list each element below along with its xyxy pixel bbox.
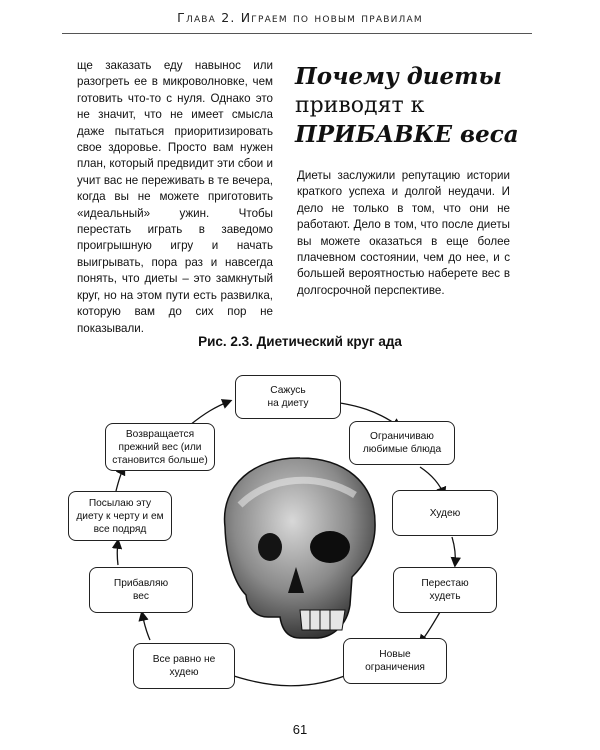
cycle-step-new-restrictions: Новые ограничения	[343, 638, 447, 684]
right-column-text: Диеты заслужили репутацию истории краткого успеха и долгой неудачи. И дело не только в том, что они не работают. Дело в том, что после диеты вы можете оказаться в еще более плачевном состоянии, чем до нее, и с большей вероятностью наберете вес в долгосрочной перспективе.	[297, 169, 510, 297]
cycle-step-start-diet: Сажусь на диету	[235, 375, 341, 419]
cycle-step-stop-losing: Перестаю худеть	[393, 567, 497, 613]
heading-line-3: ПРИБАВКЕ веса	[295, 121, 519, 148]
left-column	[77, 58, 273, 337]
cycle-step-lose-weight: Худею	[392, 490, 498, 536]
right-column	[297, 168, 510, 299]
figure-caption: Рис. 2.3. Диетический круг ада	[198, 334, 402, 349]
arrow-7-8	[117, 541, 118, 565]
heading-line-1: Почему диеты	[295, 63, 502, 90]
cycle-step-restrict-foods: Ограничиваю любимые блюда	[349, 421, 455, 465]
arrow-3-4	[452, 537, 455, 565]
cycle-step-weight-returns: Возвращается прежний вес (или становится больше)	[105, 423, 215, 471]
cycle-step-still-not-losing: Все равно не худею	[133, 643, 235, 689]
page-number: 61	[292, 722, 308, 737]
arrow-6-7	[142, 613, 150, 640]
header-divider	[62, 33, 532, 34]
cycle-step-gain-weight: Прибавляю вес	[89, 567, 193, 613]
cycle-step-quit-diet: Посылаю эту диету к черту и ем все подряд	[68, 491, 172, 541]
arrow-5-6	[225, 673, 352, 686]
running-header: Глава 2. Играем по новым правилам	[177, 10, 423, 25]
heading-line-2: приводят к	[295, 93, 425, 118]
section-heading	[295, 62, 535, 149]
left-column-text: ще заказать еду навынос или разогреть ее в микроволновке, чем готовить что-то с нуля. Однако это не значит, что не имеет смысла даже пытаться приоритизировать свое здоровье. Просто вам нужен план, который предвидит эти сбои и учит вас не переживать в те вечера, когда вы не можете приготовить «идеальный» ужин. Чтобы перестать играть в заведомо проигрышную игру и начать выигрывать, пора раз и навсегда понять, что диеты – это замкнутый круг, но на этом пути есть развилка, которую вам до сих пор не показывали.	[77, 59, 273, 335]
arrow-9-1	[190, 401, 230, 425]
skull-illustration	[225, 458, 376, 638]
diet-cycle-diagram	[0, 355, 600, 715]
